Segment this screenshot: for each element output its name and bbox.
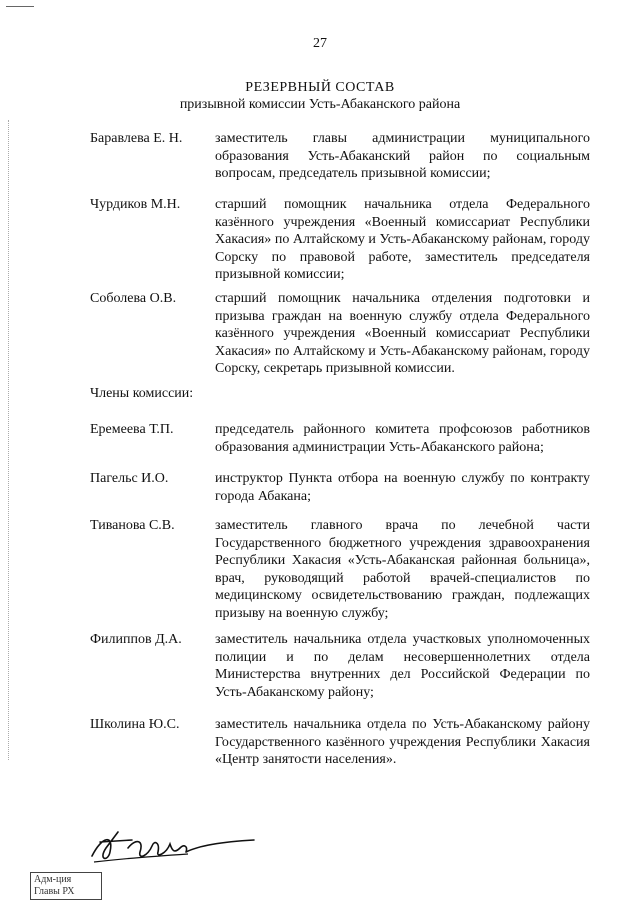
stamp-line: Адм-ция [34,874,72,885]
registration-stamp [30,872,102,900]
page-number: 27 [313,36,327,51]
member-name: Филиппов Д.А. [90,632,182,647]
member-name: Чурдиков М.Н. [90,197,181,212]
member-role: председатель районного комитета профсоюзов работников образования администрации Усть-Абаканского района; [215,422,590,455]
signature-image [88,822,258,870]
member-name: Баравлева Е. Н. [90,131,183,146]
member-role: заместитель главного врача по лечебной части Государственного бюджетного учреждения здравоохранения Республики Хакасия «Усть-Абаканская районная больница», врач, руководящий работой врачей-специалистов по медицинскому освидетельствованию граждан, подлежащих призыву на военную службу; [215,518,590,621]
document-subtitle: призывной комиссии Усть-Абаканского района [179,97,461,112]
member-name: Еремеева Т.П. [90,422,174,437]
member-name: Школина Ю.С. [90,717,180,732]
stamp-line: Главы РХ [34,886,75,897]
member-role: старший помощник начальника отдела Федерального казённого учреждения «Военный комиссариат Республики Хакасия» по Алтайскому и Усть-Абаканскому районам, городу Сорску по правовой работе, заместитель председателя призывной комиссии; [215,197,590,283]
document-title: РЕЗЕРВНЫЙ СОСТАВ [245,80,395,95]
member-role: заместитель главы администрации муниципального образования Усть-Абаканский район по социальным вопросам, председатель призывной комиссии; [215,131,590,182]
member-name: Пагельс И.О. [90,471,169,486]
member-role: старший помощник начальника отделения подготовки и призыва граждан на военную службу отдела Федерального казённого учреждения «Военный комиссариат Республики Хакасия» по Алтайскому и Усть-Абаканскому районам, городу Сорску, секретарь призывной комиссии. [215,291,590,377]
scan-margin-dots [8,120,9,760]
scan-edge-mark [6,6,34,7]
members-section-label: Члены комиссии: [90,386,194,401]
member-role: инструктор Пункта отбора на военную службу по контракту города Абакана; [215,471,590,504]
member-name: Тиванова С.В. [90,518,175,533]
member-role: заместитель начальника отдела участковых уполномоченных полиции и по делам несовершеннолетних отдела Министерства внутренних дел Российской Федерации по Усть-Абаканскому району; [215,632,590,700]
member-role: заместитель начальника отдела по Усть-Абаканскому району Государственного казённого учреждения Республики Хакасия «Центр занятости населения». [215,717,590,768]
member-name: Соболева О.В. [90,291,177,306]
